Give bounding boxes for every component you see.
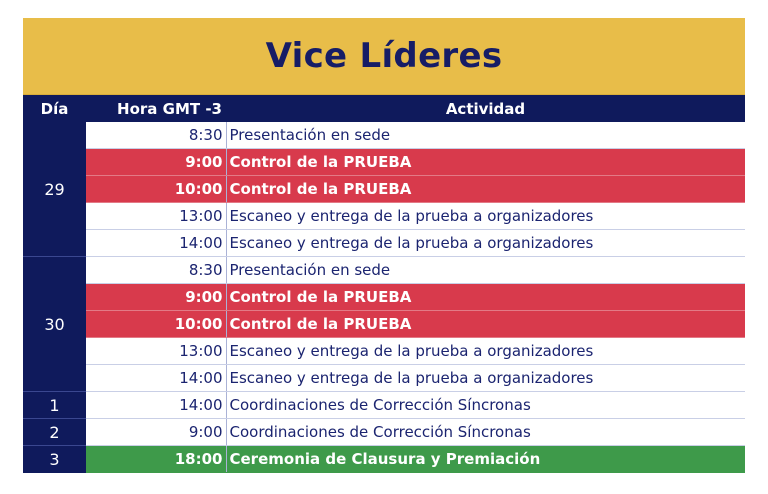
hour-cell: 9:00	[86, 284, 226, 311]
table-row	[23, 311, 745, 338]
hour-cell: 8:30	[86, 122, 226, 149]
table-row	[23, 257, 745, 284]
page-title: Vice Líderes	[265, 36, 503, 76]
day-cell: 2	[23, 419, 86, 446]
activity-cell: Presentación en sede	[226, 122, 745, 149]
table-row	[23, 284, 745, 311]
hour-cell: 10:00	[86, 311, 226, 338]
activity-cell: Escaneo y entrega de la prueba a organizadores	[226, 230, 745, 257]
day-cell: 29	[23, 122, 86, 257]
header-row	[23, 95, 745, 122]
activity-cell: Control de la PRUEBA	[226, 311, 745, 338]
table-row	[23, 446, 745, 473]
activity-cell: Ceremonia de Clausura y Premiación	[226, 446, 745, 473]
header-activity: Actividad	[226, 95, 745, 122]
activity-cell: Coordinaciones de Corrección Síncronas	[226, 392, 745, 419]
hour-cell: 14:00	[86, 365, 226, 392]
activity-cell: Escaneo y entrega de la prueba a organizadores	[226, 338, 745, 365]
activity-cell: Control de la PRUEBA	[226, 149, 745, 176]
table-row	[23, 338, 745, 365]
hour-cell: 13:00	[86, 338, 226, 365]
hour-cell: 14:00	[86, 230, 226, 257]
day-cell: 3	[23, 446, 86, 473]
schedule-sheet	[23, 18, 745, 473]
activity-cell: Escaneo y entrega de la prueba a organizadores	[226, 365, 745, 392]
table-row	[23, 230, 745, 257]
hour-cell: 10:00	[86, 176, 226, 203]
hour-cell: 13:00	[86, 203, 226, 230]
hour-cell: 8:30	[86, 257, 226, 284]
hour-cell: 9:00	[86, 149, 226, 176]
activity-cell: Escaneo y entrega de la prueba a organizadores	[226, 203, 745, 230]
schedule-table	[23, 95, 745, 473]
hour-cell: 14:00	[86, 392, 226, 419]
table-row	[23, 122, 745, 149]
table-row	[23, 203, 745, 230]
table-row	[23, 176, 745, 203]
day-cell: 30	[23, 257, 86, 392]
header-hour: Hora GMT -3	[86, 95, 226, 122]
header-day: Día	[23, 95, 86, 122]
activity-cell: Presentación en sede	[226, 257, 745, 284]
title-bar	[23, 18, 745, 95]
table-row	[23, 392, 745, 419]
hour-cell: 18:00	[86, 446, 226, 473]
table-row	[23, 365, 745, 392]
table-row	[23, 149, 745, 176]
table-row	[23, 419, 745, 446]
activity-cell: Control de la PRUEBA	[226, 176, 745, 203]
activity-cell: Coordinaciones de Corrección Síncronas	[226, 419, 745, 446]
day-cell: 1	[23, 392, 86, 419]
activity-cell: Control de la PRUEBA	[226, 284, 745, 311]
hour-cell: 9:00	[86, 419, 226, 446]
